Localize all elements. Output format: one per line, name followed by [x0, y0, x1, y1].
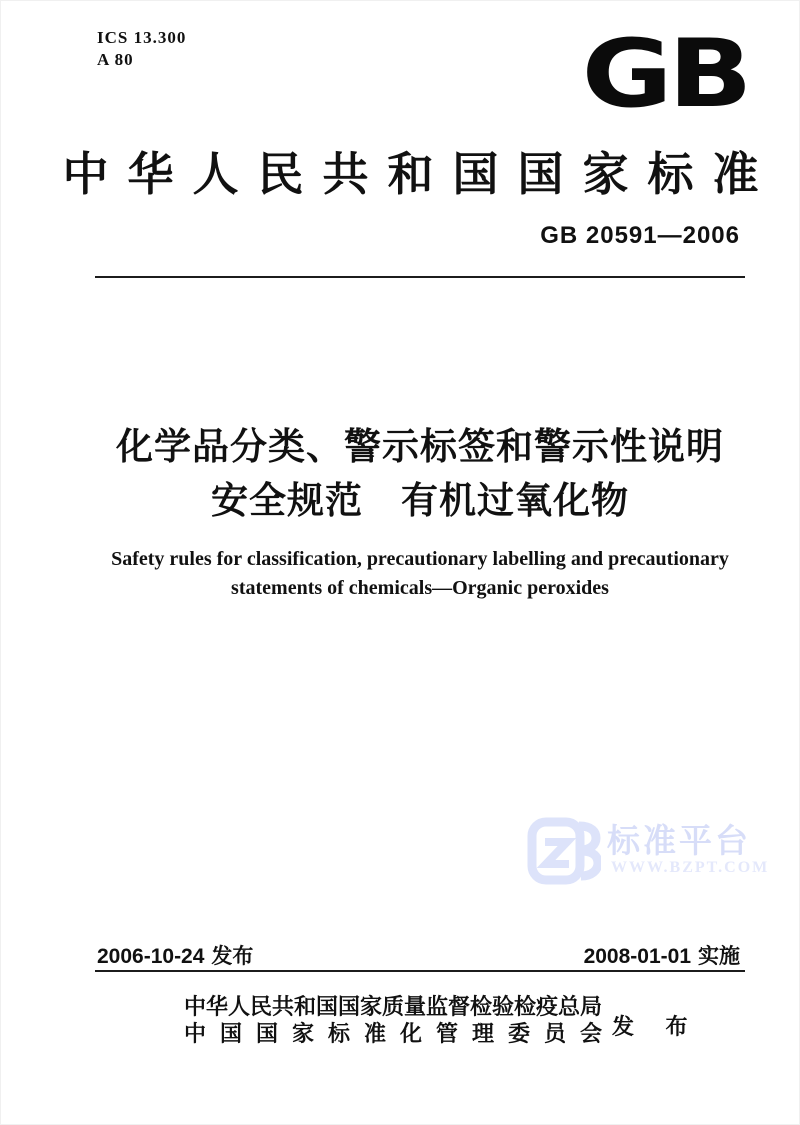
- chinese-title-line1: 化学品分类、警示标签和警示性说明: [116, 426, 724, 467]
- watermark-url: WWW.BZPT.COM: [611, 859, 770, 876]
- ics-code: ICS 13.300: [97, 28, 187, 47]
- issue-date: [97, 940, 253, 970]
- english-title: [60, 545, 780, 603]
- bzpt-logo-icon: [527, 815, 601, 894]
- english-title-line2: statements of chemicals—Organic peroxides: [231, 577, 609, 599]
- footer-rule: [95, 970, 745, 972]
- issue-date-value: 2006-10-24: [97, 945, 205, 968]
- national-standard-title: 中华人民共和国国家标准: [62, 149, 778, 200]
- implement-date-label: 实施: [698, 945, 740, 968]
- header-rule: [95, 276, 745, 278]
- watermark-name: 标准平台: [607, 822, 751, 859]
- issue-date-label: 发布: [211, 945, 254, 968]
- chinese-title-line2: 安全规范 有机过氧化物: [211, 480, 629, 521]
- publisher-line1: 中华人民共和国国家质量监督检验检疫总局: [184, 994, 603, 1019]
- gb-logo: GB: [581, 20, 748, 129]
- ics-classification: [97, 27, 186, 71]
- implement-date-value: 2008-01-01: [583, 945, 691, 968]
- watermark: [527, 815, 770, 895]
- implement-date: [584, 940, 740, 970]
- issued-by-label: 发 布: [612, 1014, 701, 1039]
- publisher-line2: 中国国家标准化管理委员会: [184, 1021, 617, 1046]
- chinese-title: [60, 420, 780, 528]
- publisher-block: [184, 993, 617, 1047]
- standard-number: GB 20591—2006: [540, 222, 740, 249]
- english-title-line1: Safety rules for classification, precautionary labelling and precautionary: [111, 548, 729, 570]
- class-code: A 80: [97, 50, 134, 69]
